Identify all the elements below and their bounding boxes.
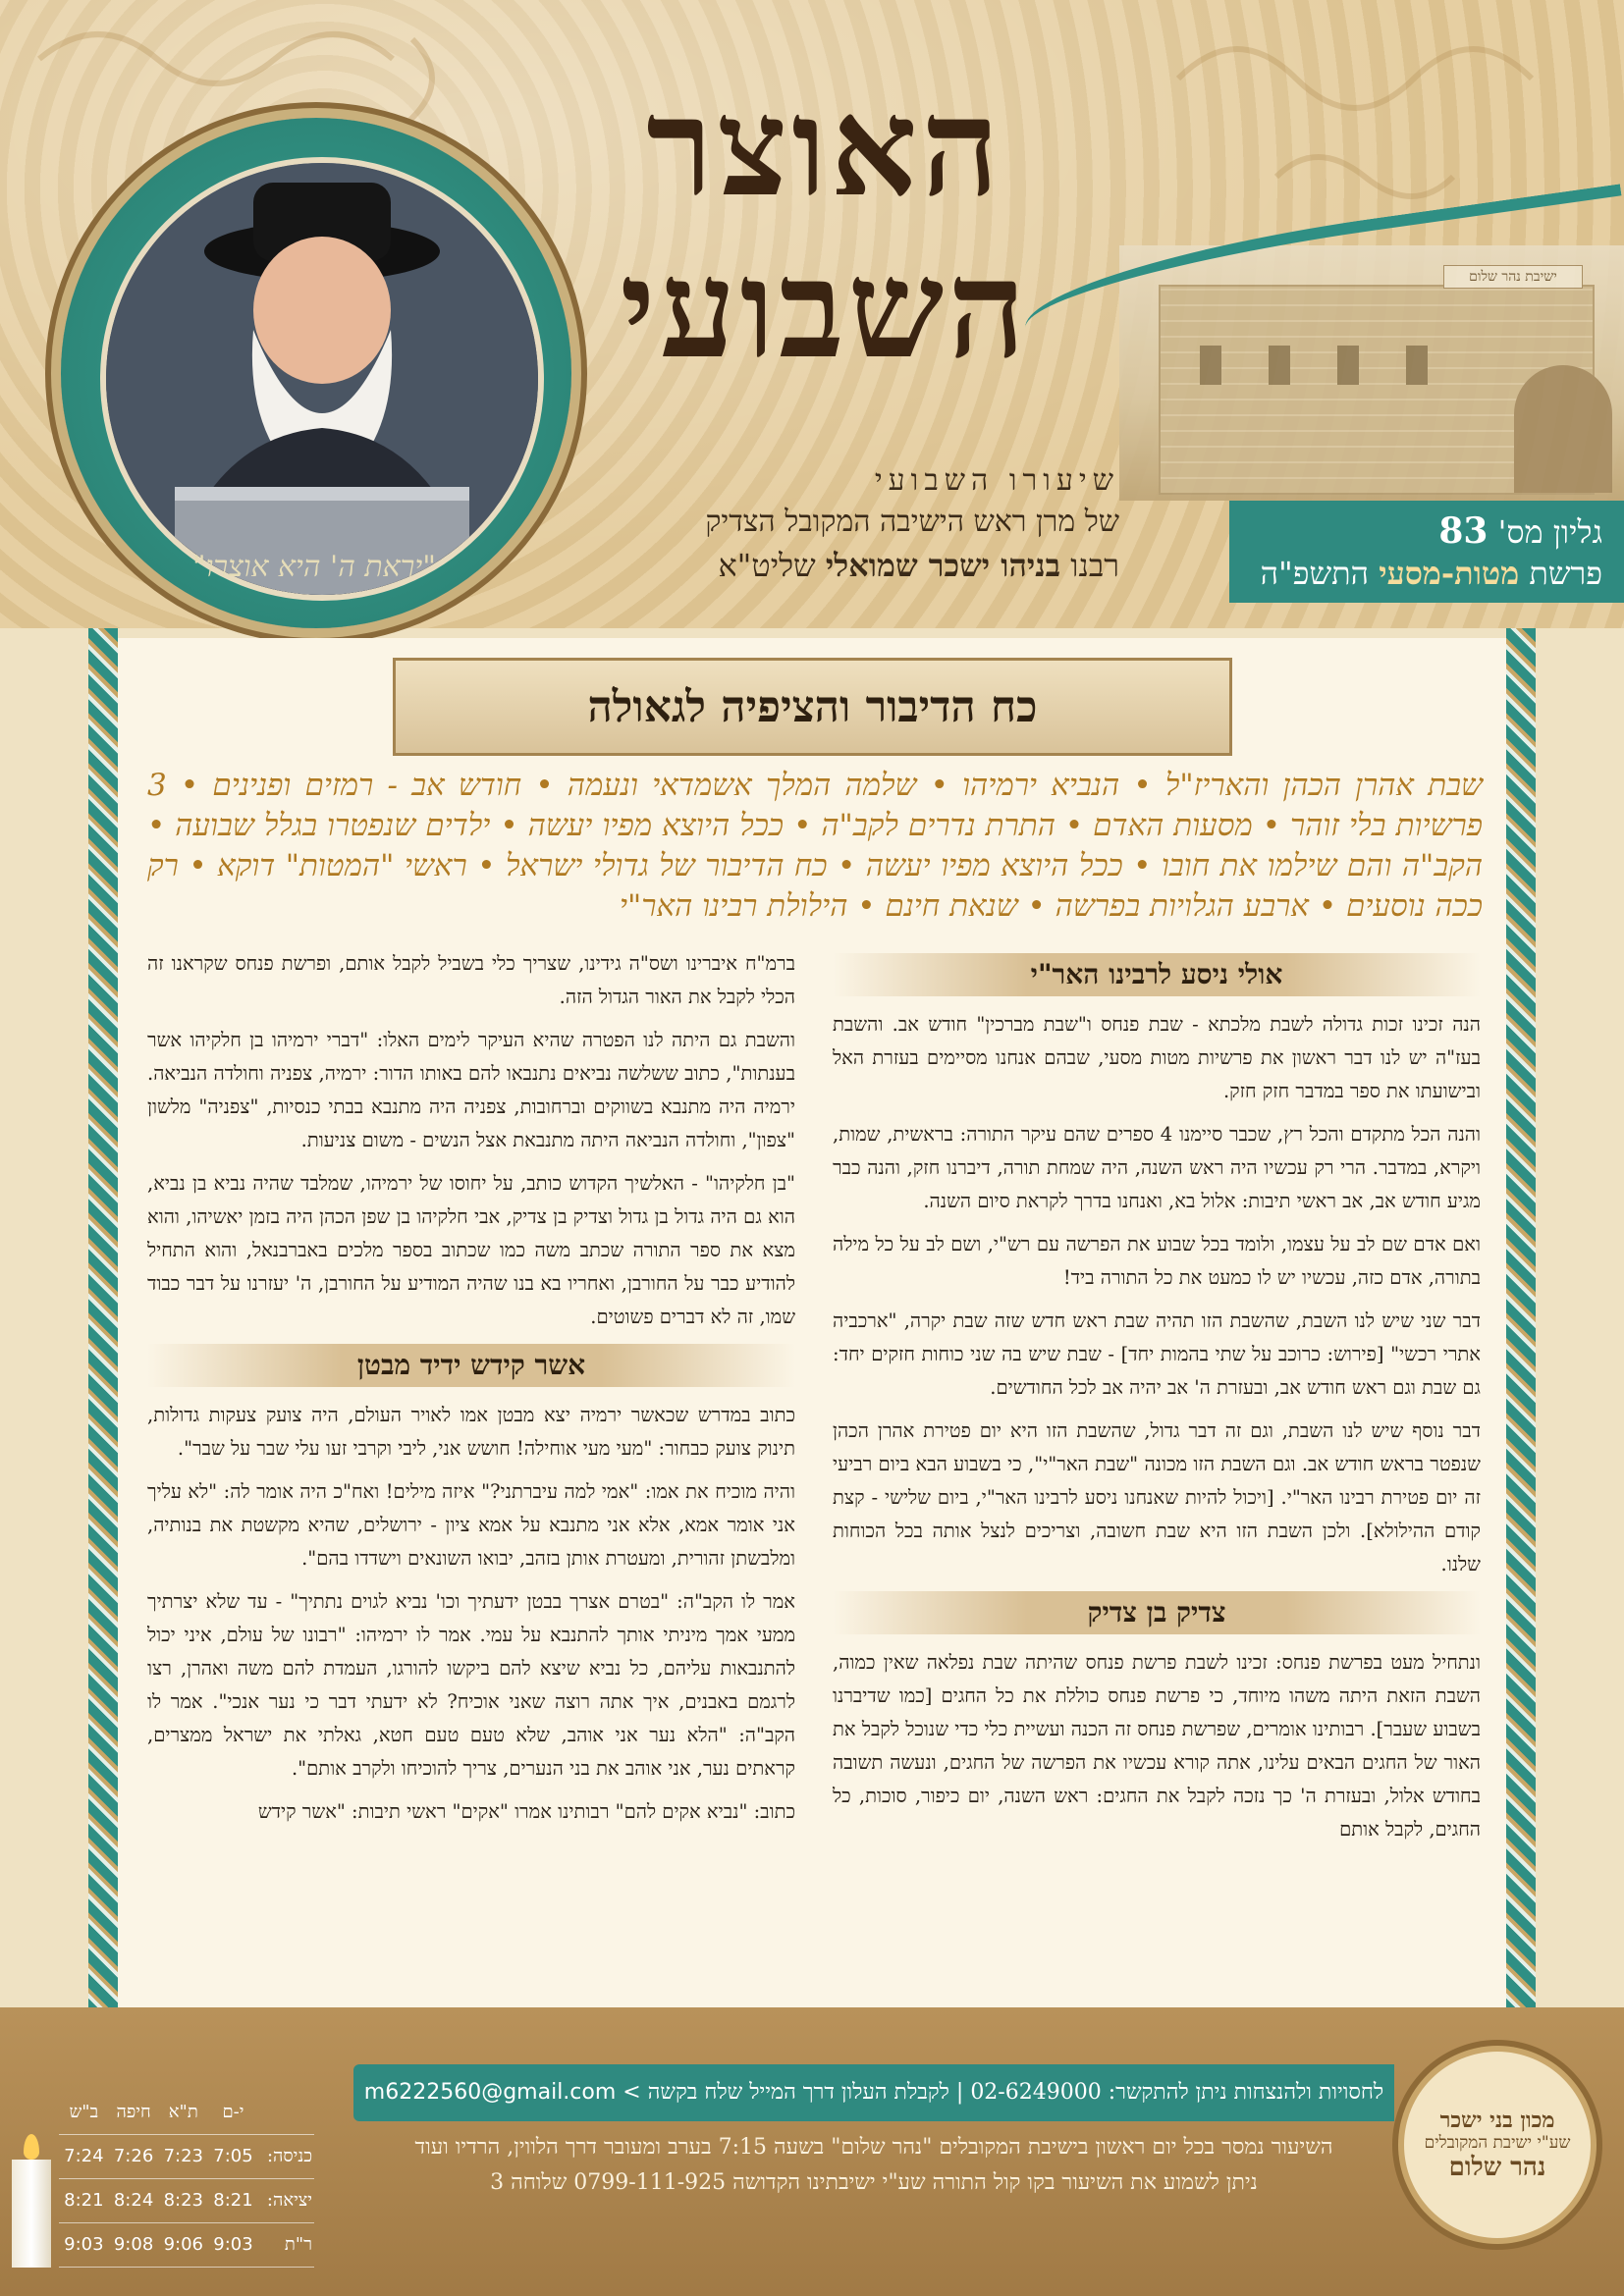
section-heading: צדיק בן צדיק xyxy=(833,1591,1481,1634)
contact-text: לחסויות ולהנצחות ניתן להתקשר: 02-6249000 | לקבלת העלון דרך המייל שלח בקשה > xyxy=(623,2080,1384,2105)
row-label: ר"ת xyxy=(258,2222,314,2267)
times-row-rabbeinu-tam xyxy=(59,2222,314,2267)
lesson-info xyxy=(353,2130,1394,2209)
city-beer-sheva: ב"ש xyxy=(59,2091,109,2134)
time-cell: 7:23 xyxy=(158,2134,208,2178)
paragraph: הנה זכינו זכות גדולה לשבת מלכתא - שבת פנחס ו"שבת מברכין" חודש אב. והשבת בעז"ה יש לנו דבר ראשון את פרשיות מטות מסעי, שבהם אנחנו מסיימים בעזרת האל ובישועתו את ספר במדבר חזק חזק. xyxy=(833,1013,1481,1102)
subtitle-prefix: רבנו xyxy=(1070,547,1119,584)
title-line-2: השבועי xyxy=(620,229,1030,389)
rabbi-name: בניהו ישכר שמואלי xyxy=(825,547,1061,584)
seal-bottom-text: נהר שלום xyxy=(1448,2153,1546,2182)
time-cell: 9:06 xyxy=(158,2222,208,2267)
issue-number: 83 xyxy=(1438,510,1489,552)
paragraph: והשבת גם היתה לנו הפטרה שהיא העיקר לימים האלו: "דברי ירמיהו בן חלקיהו אשר בענתות", כתוב ששלשה נביאים נתנבאו להם באותו הדור: ירמיה, צפניה וחולדה הנביאה. ירמיה היה מתנבא בשווקים וברחובות, צפניה היה מתנבא בבתי כנסיות, "צפניה" מלשון "צפון", וחולדה הנביאה היתה מתנבאת אצל הנשים - משום צניעות. xyxy=(147,1029,795,1151)
paragraph: ונתחיל מעט בפרשת פנחס: זכינו לשבת פרשת פנחס שהיתה שבת נפלאה שאין כמוה, השבת הזאת היתה משהו מיוחד, כי פרשת פנחס כוללת את כל החגים [כמו שדיברנו בשבוע שעבר]. רבותינו אומרים, שפרשת פנחס זה הכנה ועשיית כלי כדי שנוכל לקבל את האור של החגים הבאים עלינו, אתה קורא עכשיו את הפרשה של החגים, ונעשה תשובה בחודש אלול, ובעזרת ה' כך נזכה לקבל את החגים: ראש השנה, יום כיפור, סוכות, כל החגים, לקבל אותם xyxy=(833,1651,1481,1841)
times-row-entry xyxy=(59,2134,314,2178)
email-link[interactable]: m6222560@gmail.com xyxy=(363,2080,617,2105)
rope-border-left xyxy=(88,628,118,2012)
paragraph: והנה הכל מתקדם והכל רץ, שכבר סיימנו 4 ספרים שהם עיקר התורה: בראשית, שמות, ויקרא, במדבר. הרי רק עכשיו היה ראש השנה, היה שמחת תורה, דיברנו חזק, והנה כבר מגיע חודש אב, אב ראשי תיבות: אלול בא, ואנחנו בדרך לקראת סיום השנה. xyxy=(833,1123,1481,1212)
paragraph: דבר נוסף שיש לנו השבת, וגם זה דבר גדול, שהשבת הזו היא יום פטירת אהרן הכהן שנפטר בראש חודש אב. וגם השבת הזו מכונה "שבת האר"י", כי בשבוע הבא ביום רביעי זה יום פטירת רבינו האר"י. [ויכול להיות שאנחנו ניסע לרבינו האר"י, ביום שלישי - קצת קודם ההילולא]. ולכן השבת הזו היא שבת חשובה, וצריכים לנצל אותה בכל הכוחות שלנו. xyxy=(833,1419,1481,1575)
city-jerusalem: י-ם xyxy=(208,2091,258,2134)
headline-banner xyxy=(393,658,1232,756)
section-heading: אולי ניסע לרבינו האר"י xyxy=(833,953,1481,996)
paragraph: "בן חלקיהו" - האלשיך הקדוש כותב, על יחוסו של ירמיהו, שמלבד שהיה נביא בן נביא, הוא גם היה גדול בן גדול וצדיק בן צדיק, אבי חלקיהו בן שפן הכהן היה בזמן יאשיהו, והוא מצא את ספר התורה שכתב משה כמו שכתוב בספר מלכים באברבנאל, והוא התחיל להודיע כבר על החורבן, ואחריו בא בנו שהיה המודיע על החורבן, ה' יעזרנו על דבר כבוד שמו, זה לא דברים פשוטים. xyxy=(147,1172,795,1328)
parasha-line xyxy=(1251,553,1602,594)
paragraph: דבר שני שיש לנו השבת, שהשבת הזו תהיה שבת ראש חדש שזה שבת יקרה, "ארכביה אתרי רכשי" [פירוש: כרוכב על שתי בהמות יחד] - שבת שיש בה שני כוחות חזקים יחד: גם שבת וגם ראש חודש אב, ובעזרת ה' אב יהיה אב לכל החודשים. xyxy=(833,1309,1481,1399)
issue-line xyxy=(1251,510,1602,553)
city-haifa: חיפה xyxy=(109,2091,159,2134)
year: התשפ"ה xyxy=(1260,555,1370,592)
time-cell: 7:05 xyxy=(208,2134,258,2178)
institution-seal xyxy=(1404,2052,1591,2238)
subtitle-line-1: שיעורו השבועי xyxy=(874,463,1119,498)
time-cell: 9:03 xyxy=(59,2222,109,2267)
portrait-ring-text: "יראת ה' היא אוצרו" xyxy=(191,550,437,584)
contact-bar xyxy=(353,2064,1394,2121)
time-cell: 8:21 xyxy=(208,2178,258,2222)
shabbat-times-table xyxy=(59,2091,314,2268)
article-column-left xyxy=(147,947,795,1993)
times-header-row xyxy=(59,2091,314,2134)
issue-label: גליון מס' xyxy=(1497,513,1602,551)
time-cell: 9:08 xyxy=(109,2222,159,2267)
paragraph: ברמ"ח איברינו ושס"ה גידינו, שצריך כלי בשביל לקבל אותם, ופרשת פנחס שקראנו זה הכלי לקבל את האור הגדול הזה. xyxy=(147,952,795,1008)
parasha-label: פרשת xyxy=(1529,555,1602,592)
candle-icon xyxy=(12,2160,51,2268)
row-label: כניסה: xyxy=(258,2134,314,2178)
lesson-info-line-2: ניתן לשמוע את השיעור בקו קול התורה שע"י ישיבתינו הקדושה 0799-111-925 שלוחה 3 xyxy=(490,2170,1258,2195)
paragraph: ואם אדם שם לב על עצמו, ולומד בכל שבוע את הפרשה עם רש"י, ושם לב על כל מילה בתורה, אדם כזה, עכשיו יש לו כמעט את כל התורה ביד! xyxy=(833,1233,1481,1289)
lesson-info-line-1: השיעור נמסר בכל יום ראשון בישיבת המקובלים "נהר שלום" בשעה 7:15 בערב ומעובר דרך הלווין, הרדיו ועוד xyxy=(414,2135,1333,2160)
issue-info-box xyxy=(1229,501,1624,603)
rope-border-right xyxy=(1506,628,1536,2012)
parasha-name: מטות-מסעי xyxy=(1379,555,1520,592)
time-cell: 8:23 xyxy=(158,2178,208,2222)
subtitle-line-3 xyxy=(609,544,1119,587)
paragraph: והיה מוכיח את אמו: "אמי למה עיברתני?" איזה מילים! ואח"כ היה אומר לה: "לא עליך אני אומר אמא, אלא אני מתנבא על אמא ציון - ירושלים, שהיא מקשטת את בנותיה, ומלבשתן זהורית, ומעטרת אותן בזהב, יבואו השונאים וישדדו בהם". xyxy=(147,1480,795,1570)
title-line-1: האוצר xyxy=(646,67,1003,227)
subtitle-block xyxy=(609,461,1119,599)
headline: כח הדיבור והציפיה לגאולה xyxy=(587,681,1038,732)
time-cell: 7:26 xyxy=(109,2134,159,2178)
seal-mid-text: שע"י ישיבת המקובלים xyxy=(1424,2133,1571,2153)
time-cell: 8:21 xyxy=(59,2178,109,2222)
subtitle-suffix: שליט"א xyxy=(718,547,816,584)
building-sign: ישיבת נהר שלום xyxy=(1443,265,1583,289)
rabbi-portrait xyxy=(100,157,544,601)
paragraph: כתוב במדרש שכאשר ירמיה יצא מבטן אמו לאויר העולם, היה צועק צעקות גדולות, תינוק צועק כבחור: "מעי מעי אוחילה! חושש אני, ליבי וקרבי זעו עלי שבר על שבר". xyxy=(147,1404,795,1460)
times-row-exit xyxy=(59,2178,314,2222)
time-cell: 8:24 xyxy=(109,2178,159,2222)
topics-list: שבת אהרן הכהן והאריז"ל • הנביא ירמיהו • שלמה המלך אשמדאי ונעמה • חודש אב - רמזים ופנינים • 3 פרשיות בלי זוהר • מסעות האדם • התרת נדרים לקב"ה • ככל היוצא מפיו יעשה • ילדים שנפטרו בגלל שבועה • הקב"ה והם שילמו את חובו • ככל היוצא מפיו יעשה • כח הדיבור של גדולי ישראל • ראשי "המטות" דוקא • רק ככה נוסעים • ארבע הגלויות בפרשה • שנאת חינם • הילולת רבינו האר"י xyxy=(147,768,1483,924)
paragraph: אמר לו הקב"ה: "בטרם אצרך בבטן ידעתיך וכו' נביא לגוים נתתיך" - עד שלא יצרתיך ממעי אמך מיניתי אותך להתנבא על עמי. אמר לו ירמיהו: "רבונו של עולם, איני יכול להתנבאות עליהם, כל נביא שיצא להם ביקשו להורגו, העמדת להם משה ואהרן, רצו לרגמם באבנים, איך אתה רוצה שאני אוכיח? לא ידעתי דבר כי נער אנכי". אמר לו הקב"ה: "הלא נער אני אוהב, שלא טעם טעם חטא, גאלתי את ישראל ממצרים, קראתים נער, אני אוהב את בני הנערים, צריך להוכיחו ולקרב אותם". xyxy=(147,1590,795,1780)
time-cell: 7:24 xyxy=(59,2134,109,2178)
row-label: יציאה: xyxy=(258,2178,314,2222)
seal-top-text: מכון בני ישכר xyxy=(1439,2108,1555,2133)
newsletter-title xyxy=(550,69,1100,422)
section-heading: אשר קידש ידיד מבטן xyxy=(147,1344,795,1387)
paragraph: כתוב: "נביא אקים להם" רבותינו אמרו "אקים" ראשי תיבות: "אשר קידש xyxy=(257,1800,795,1823)
time-cell: 9:03 xyxy=(208,2222,258,2267)
city-tel-aviv: ת"א xyxy=(158,2091,208,2134)
article-column-right xyxy=(833,947,1481,1993)
subtitle-line-2: של מרן ראש הישיבה המקובל הצדיק xyxy=(705,505,1119,539)
